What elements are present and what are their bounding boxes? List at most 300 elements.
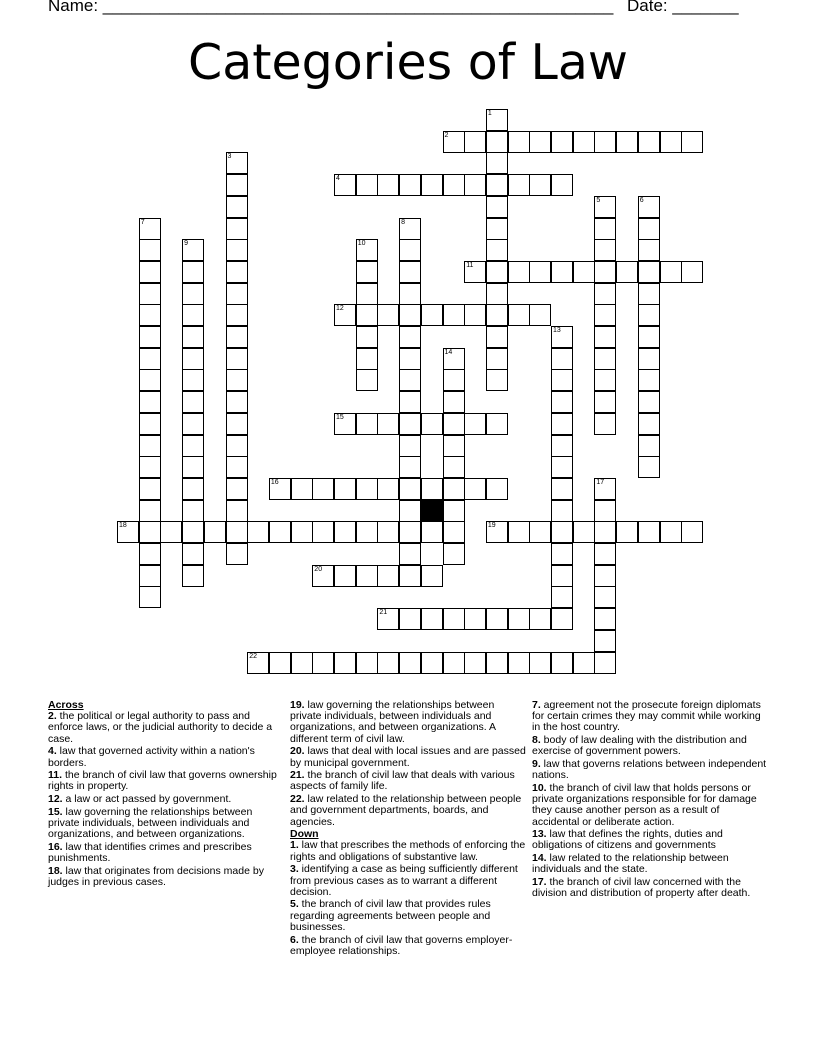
grid-cell[interactable]: [356, 413, 378, 435]
grid-cell[interactable]: [139, 304, 161, 326]
grid-cell[interactable]: [269, 478, 291, 500]
grid-cell[interactable]: [551, 131, 573, 153]
grid-cell[interactable]: [312, 652, 334, 674]
grid-cell[interactable]: [508, 174, 530, 196]
grid-cell[interactable]: [594, 543, 616, 565]
grid-cell[interactable]: [182, 565, 204, 587]
grid-cell[interactable]: [182, 283, 204, 305]
grid-cell[interactable]: [291, 652, 313, 674]
grid-cell[interactable]: [356, 348, 378, 370]
clue-item: [532, 735, 768, 757]
grid-cell[interactable]: [226, 196, 248, 218]
clue-item-number: 6.: [290, 933, 299, 946]
clue-item-text: law related to the relationship between individuals and the state.: [532, 852, 729, 876]
clue-item-number: 8.: [532, 734, 541, 747]
grid-cell[interactable]: [638, 304, 660, 326]
grid-cell[interactable]: [399, 456, 421, 478]
grid-cell[interactable]: [139, 435, 161, 457]
grid-cell[interactable]: [594, 196, 616, 218]
grid-cell[interactable]: [377, 174, 399, 196]
grid-cell[interactable]: [616, 131, 638, 153]
grid-cell[interactable]: [594, 218, 616, 240]
grid-cell[interactable]: [551, 413, 573, 435]
grid-cell[interactable]: [529, 304, 551, 326]
grid-cell[interactable]: [160, 521, 182, 543]
grid-cell[interactable]: [226, 413, 248, 435]
grid-cell[interactable]: [334, 565, 356, 587]
clue-item-text: law that originates from decisions made by judges in previous cases.: [48, 864, 264, 889]
grid-cell[interactable]: [638, 391, 660, 413]
grid-cell[interactable]: [377, 652, 399, 674]
grid-cell[interactable]: [226, 348, 248, 370]
grid-cell[interactable]: [594, 413, 616, 435]
grid-cell[interactable]: [226, 239, 248, 261]
grid-cell[interactable]: [399, 478, 421, 500]
grid-cell[interactable]: [529, 131, 551, 153]
grid-cell[interactable]: [594, 369, 616, 391]
grid-cell[interactable]: [594, 283, 616, 305]
grid-cell[interactable]: [377, 521, 399, 543]
grid-cell[interactable]: [291, 478, 313, 500]
clue-number: 1: [487, 110, 492, 117]
grid-cell[interactable]: [226, 500, 248, 522]
grid-cell[interactable]: [486, 152, 508, 174]
grid-cell[interactable]: [182, 435, 204, 457]
grid-cell[interactable]: [182, 413, 204, 435]
clue-item-number: 3.: [290, 863, 299, 876]
clue-item-number: 19.: [290, 699, 305, 711]
grid-cell[interactable]: [247, 521, 269, 543]
clue-item-text: the branch of civil law that governs ownership rights in property.: [48, 769, 277, 793]
grid-cell[interactable]: [464, 174, 486, 196]
grid-cell[interactable]: [573, 131, 595, 153]
grid-cell[interactable]: [356, 521, 378, 543]
grid-cell[interactable]: [443, 608, 465, 630]
clue-number: 2: [444, 131, 449, 139]
grid-cell[interactable]: [464, 652, 486, 674]
grid-cell[interactable]: [529, 652, 551, 674]
black-square: [421, 500, 443, 522]
grid-cell[interactable]: [226, 369, 248, 391]
grid-cell[interactable]: [399, 521, 421, 543]
grid-cell[interactable]: [356, 304, 378, 326]
grid-cell[interactable]: [508, 521, 530, 543]
clue-item-number: 17.: [532, 876, 547, 889]
grid-cell[interactable]: [486, 174, 508, 196]
grid-cell[interactable]: [616, 521, 638, 543]
grid-cell[interactable]: [681, 261, 703, 283]
grid-cell[interactable]: [486, 413, 508, 435]
clue-number: 19: [487, 522, 496, 530]
grid-cell[interactable]: [551, 391, 573, 413]
grid-cell[interactable]: [551, 478, 573, 500]
grid-cell[interactable]: [139, 500, 161, 522]
grid-cell[interactable]: [443, 413, 465, 435]
grid-cell[interactable]: [638, 239, 660, 261]
grid-cell[interactable]: [443, 304, 465, 326]
clue-item-number: 9.: [532, 758, 541, 771]
grid-cell[interactable]: [399, 326, 421, 348]
grid-cell[interactable]: [399, 369, 421, 391]
grid-cell[interactable]: [421, 608, 443, 630]
grid-cell[interactable]: [486, 348, 508, 370]
grid-cell[interactable]: [443, 435, 465, 457]
grid-cell[interactable]: [421, 565, 443, 587]
grid-cell[interactable]: [139, 456, 161, 478]
grid-cell[interactable]: [377, 478, 399, 500]
grid-cell[interactable]: [334, 478, 356, 500]
grid-cell[interactable]: [226, 261, 248, 283]
page-title: Categories of Law: [188, 34, 628, 91]
grid-cell[interactable]: [226, 174, 248, 196]
grid-cell[interactable]: [464, 304, 486, 326]
clue-item: [48, 866, 284, 888]
grid-cell[interactable]: [638, 369, 660, 391]
grid-cell[interactable]: [399, 348, 421, 370]
grid-cell[interactable]: [594, 652, 616, 674]
clue-number: 15: [336, 413, 344, 421]
clue-item-text: identifying a case as being sufficiently different from previous cases as to warrant a different decision.: [290, 863, 518, 898]
grid-cell[interactable]: [594, 261, 616, 283]
grid-cell[interactable]: [638, 413, 660, 435]
grid-cell[interactable]: [421, 652, 443, 674]
grid-cell[interactable]: [660, 521, 682, 543]
clue-number: 3: [227, 153, 232, 161]
grid-cell[interactable]: [660, 131, 682, 153]
grid-cell[interactable]: [508, 261, 530, 283]
grid-cell[interactable]: [399, 652, 421, 674]
grid-cell[interactable]: [421, 413, 443, 435]
grid-cell[interactable]: [377, 565, 399, 587]
clues-column-3: [532, 700, 768, 901]
grid-cell[interactable]: [443, 478, 465, 500]
grid-cell[interactable]: [638, 261, 660, 283]
grid-cell[interactable]: [399, 283, 421, 305]
grid-cell[interactable]: [486, 109, 508, 131]
grid-cell[interactable]: [638, 521, 660, 543]
grid-cell[interactable]: [226, 478, 248, 500]
grid-cell[interactable]: [551, 174, 573, 196]
grid-cell[interactable]: [182, 239, 204, 261]
grid-cell[interactable]: [443, 543, 465, 565]
grid-cell[interactable]: [594, 478, 616, 500]
grid-cell[interactable]: [443, 131, 465, 153]
grid-cell[interactable]: [421, 478, 443, 500]
grid-cell[interactable]: [443, 391, 465, 413]
grid-cell[interactable]: [421, 304, 443, 326]
grid-cell[interactable]: [421, 521, 443, 543]
grid-cell[interactable]: [334, 521, 356, 543]
grid-cell[interactable]: [594, 326, 616, 348]
grid-cell[interactable]: [529, 261, 551, 283]
clue-item-text: law related to the relationship between people and government departments, boards, and agencies.: [290, 793, 522, 828]
grid-cell[interactable]: [551, 435, 573, 457]
clue-item-number: 15.: [48, 805, 63, 818]
grid-cell[interactable]: [334, 652, 356, 674]
grid-cell[interactable]: [508, 304, 530, 326]
grid-cell[interactable]: [226, 283, 248, 305]
grid-cell[interactable]: [399, 435, 421, 457]
grid-cell[interactable]: [182, 391, 204, 413]
grid-cell[interactable]: [399, 413, 421, 435]
grid-cell[interactable]: [551, 456, 573, 478]
grid-cell[interactable]: [443, 652, 465, 674]
grid-cell[interactable]: [182, 543, 204, 565]
clue-item-text: law that prescribes the methods of enforcing the rights and obligations of substantive law.: [290, 839, 526, 863]
grid-cell[interactable]: [356, 261, 378, 283]
grid-cell[interactable]: [508, 652, 530, 674]
clue-item-text: law that governs relations between independent nations.: [532, 758, 767, 782]
clue-item: [290, 864, 526, 898]
grid-cell[interactable]: [638, 435, 660, 457]
clue-number: 6: [639, 196, 644, 204]
grid-cell[interactable]: [551, 608, 573, 630]
grid-cell[interactable]: [486, 261, 508, 283]
grid-cell[interactable]: [377, 608, 399, 630]
grid-cell[interactable]: [139, 478, 161, 500]
grid-cell[interactable]: [638, 348, 660, 370]
grid-cell[interactable]: [638, 326, 660, 348]
grid-cell[interactable]: [464, 131, 486, 153]
clue-item-number: 22.: [290, 793, 305, 806]
grid-cell[interactable]: [486, 608, 508, 630]
grid-cell[interactable]: [573, 261, 595, 283]
grid-cell[interactable]: [486, 652, 508, 674]
grid-cell[interactable]: [551, 261, 573, 283]
grid-cell[interactable]: [486, 326, 508, 348]
grid-cell[interactable]: [377, 304, 399, 326]
grid-cell[interactable]: [226, 456, 248, 478]
grid-cell[interactable]: [443, 456, 465, 478]
grid-cell[interactable]: [226, 326, 248, 348]
grid-cell[interactable]: [399, 391, 421, 413]
clue-item-text: the branch of civil law that provides rules regarding agreements between people and businesses.: [290, 898, 491, 933]
grid-cell[interactable]: [182, 521, 204, 543]
grid-cell[interactable]: [356, 283, 378, 305]
grid-cell[interactable]: [486, 304, 508, 326]
clue-item-number: 4.: [48, 745, 57, 758]
grid-cell[interactable]: [594, 348, 616, 370]
grid-cell[interactable]: [464, 608, 486, 630]
grid-cell[interactable]: [182, 500, 204, 522]
grid-cell[interactable]: [269, 521, 291, 543]
grid-cell[interactable]: [182, 304, 204, 326]
grid-cell[interactable]: [139, 283, 161, 305]
grid-cell[interactable]: [638, 218, 660, 240]
grid-cell[interactable]: [377, 413, 399, 435]
grid-cell[interactable]: [594, 630, 616, 652]
clue-number: 7: [140, 218, 145, 226]
grid-cell[interactable]: [182, 369, 204, 391]
grid-cell[interactable]: [529, 608, 551, 630]
grid-cell[interactable]: [139, 391, 161, 413]
grid-cell[interactable]: [226, 521, 248, 543]
grid-cell[interactable]: [226, 543, 248, 565]
grid-cell[interactable]: [464, 413, 486, 435]
clue-item-text: law that identifies crimes and prescribes punishments.: [48, 840, 252, 865]
grid-cell[interactable]: [139, 218, 161, 240]
grid-cell[interactable]: [486, 521, 508, 543]
grid-cell[interactable]: [226, 435, 248, 457]
clue-item-text: law governing the relationships between private individuals, between individuals and organizations, and between organizations. A different term of civil law.: [290, 699, 496, 745]
grid-cell[interactable]: [638, 456, 660, 478]
grid-cell[interactable]: [486, 239, 508, 261]
grid-cell[interactable]: [594, 391, 616, 413]
clue-item-text: the branch of civil law that deals with various aspects of family life.: [290, 769, 515, 793]
grid-cell[interactable]: [226, 391, 248, 413]
grid-cell[interactable]: [638, 131, 660, 153]
grid-cell[interactable]: [269, 652, 291, 674]
clue-number: 9: [184, 240, 188, 248]
grid-cell[interactable]: [117, 521, 139, 543]
grid-cell[interactable]: [486, 131, 508, 153]
clue-item-number: 20.: [290, 745, 305, 758]
grid-cell[interactable]: [139, 521, 161, 543]
grid-cell[interactable]: [182, 456, 204, 478]
grid-cell[interactable]: [139, 369, 161, 391]
grid-cell[interactable]: [594, 131, 616, 153]
clue-item-number: 13.: [532, 828, 547, 841]
grid-cell[interactable]: [399, 218, 421, 240]
grid-cell[interactable]: [594, 565, 616, 587]
clue-item: [48, 746, 284, 768]
grid-cell[interactable]: [464, 261, 486, 283]
grid-cell[interactable]: [399, 565, 421, 587]
grid-cell[interactable]: [464, 478, 486, 500]
grid-cell[interactable]: [226, 152, 248, 174]
clue-item: [290, 746, 526, 768]
grid-cell[interactable]: [443, 348, 465, 370]
name-field: Name: ______________________________________________________: [48, 0, 614, 15]
grid-cell[interactable]: [399, 304, 421, 326]
grid-cell[interactable]: [334, 304, 356, 326]
grid-cell[interactable]: [182, 348, 204, 370]
grid-cell[interactable]: [399, 261, 421, 283]
clue-number: 13: [553, 327, 561, 334]
clue-item: [532, 877, 768, 899]
grid-cell[interactable]: [399, 239, 421, 261]
grid-cell[interactable]: [551, 543, 573, 565]
grid-cell[interactable]: [594, 239, 616, 261]
grid-cell[interactable]: [139, 586, 161, 608]
grid-cell[interactable]: [551, 348, 573, 370]
grid-cell[interactable]: [356, 326, 378, 348]
grid-cell[interactable]: [356, 239, 378, 261]
grid-cell[interactable]: [139, 261, 161, 283]
grid-cell[interactable]: [182, 326, 204, 348]
grid-cell[interactable]: [399, 608, 421, 630]
down-heading: Down: [290, 828, 319, 841]
grid-cell[interactable]: [356, 478, 378, 500]
clue-item-number: 5.: [290, 898, 299, 911]
grid-cell[interactable]: [486, 196, 508, 218]
grid-cell[interactable]: [399, 174, 421, 196]
grid-cell[interactable]: [551, 521, 573, 543]
grid-cell[interactable]: [529, 174, 551, 196]
grid-cell[interactable]: [443, 174, 465, 196]
grid-cell[interactable]: [291, 521, 313, 543]
grid-cell[interactable]: [508, 608, 530, 630]
grid-cell[interactable]: [247, 652, 269, 674]
grid-cell[interactable]: [334, 174, 356, 196]
grid-cell[interactable]: [594, 521, 616, 543]
grid-cell[interactable]: [421, 174, 443, 196]
clue-item-text: the political or legal authority to pass and enforce laws, or the judicial authority to decide a case.: [48, 710, 273, 745]
grid-cell[interactable]: [312, 565, 334, 587]
grid-cell[interactable]: [139, 239, 161, 261]
clue-number: 11: [466, 261, 474, 269]
grid-cell[interactable]: [486, 283, 508, 305]
grid-cell[interactable]: [312, 521, 334, 543]
grid-cell[interactable]: [443, 369, 465, 391]
grid-cell[interactable]: [681, 131, 703, 153]
grid-cell[interactable]: [681, 521, 703, 543]
grid-cell[interactable]: [443, 521, 465, 543]
grid-cell[interactable]: [529, 521, 551, 543]
grid-cell[interactable]: [226, 304, 248, 326]
grid-cell[interactable]: [399, 543, 421, 565]
clue-item: [290, 935, 526, 957]
grid-cell[interactable]: [139, 348, 161, 370]
grid-cell[interactable]: [551, 652, 573, 674]
clue-number: 22: [249, 652, 257, 660]
grid-cell[interactable]: [204, 521, 226, 543]
grid-cell[interactable]: [226, 218, 248, 240]
grid-cell[interactable]: [616, 261, 638, 283]
grid-cell[interactable]: [638, 196, 660, 218]
clue-number: 17: [596, 478, 605, 486]
grid-cell[interactable]: [139, 565, 161, 587]
grid-cell[interactable]: [594, 304, 616, 326]
grid-cell[interactable]: [399, 500, 421, 522]
grid-cell[interactable]: [139, 543, 161, 565]
grid-cell[interactable]: [356, 174, 378, 196]
grid-cell[interactable]: [551, 586, 573, 608]
clue-number: 16: [270, 478, 279, 486]
grid-cell[interactable]: [443, 500, 465, 522]
grid-cell[interactable]: [638, 283, 660, 305]
grid-cell[interactable]: [551, 565, 573, 587]
grid-cell[interactable]: [312, 478, 334, 500]
grid-cell[interactable]: [508, 131, 530, 153]
grid-cell[interactable]: [551, 500, 573, 522]
clue-item-text: the branch of civil law that holds persons or private organizations responsible for for damage they cause another person as a result of accidental or deliberate action.: [532, 781, 757, 828]
grid-cell[interactable]: [551, 326, 573, 348]
clue-item-number: 11.: [48, 769, 63, 782]
grid-cell[interactable]: [594, 500, 616, 522]
grid-cell[interactable]: [334, 413, 356, 435]
grid-cell[interactable]: [182, 261, 204, 283]
grid-cell[interactable]: [573, 652, 595, 674]
grid-cell[interactable]: [486, 218, 508, 240]
grid-cell[interactable]: [356, 652, 378, 674]
grid-cell[interactable]: [356, 565, 378, 587]
grid-cell[interactable]: [660, 261, 682, 283]
clue-item: [48, 807, 284, 841]
grid-cell[interactable]: [139, 413, 161, 435]
grid-cell[interactable]: [551, 369, 573, 391]
grid-cell[interactable]: [139, 326, 161, 348]
grid-cell[interactable]: [182, 478, 204, 500]
clue-item: [48, 842, 284, 864]
grid-cell[interactable]: [594, 586, 616, 608]
grid-cell[interactable]: [356, 369, 378, 391]
grid-cell[interactable]: [486, 369, 508, 391]
grid-cell[interactable]: [573, 521, 595, 543]
grid-cell[interactable]: [486, 478, 508, 500]
grid-cell[interactable]: [594, 608, 616, 630]
clue-item-text: body of law dealing with the distribution and exercise of government powers.: [532, 734, 747, 758]
